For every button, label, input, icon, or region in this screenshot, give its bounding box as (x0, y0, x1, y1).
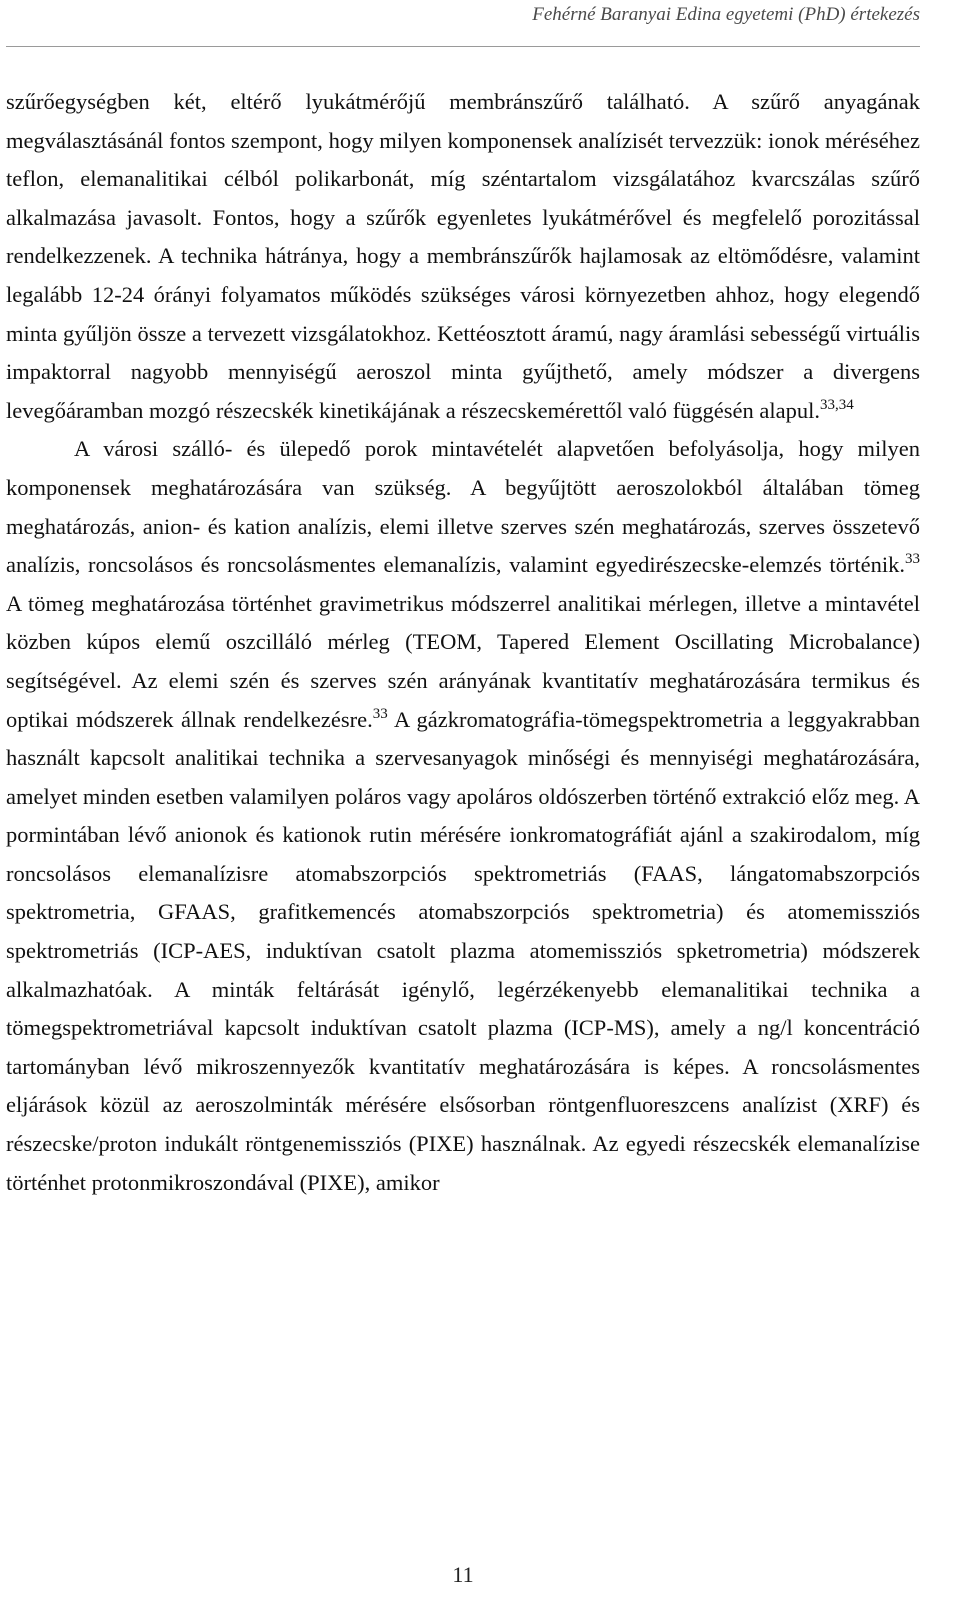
running-header: Fehérné Baranyai Edina egyetemi (PhD) értekezés (532, 4, 920, 25)
paragraph-text: A tömeg meghatározása történhet gravimetrikus módszerrel analitikai mérlegen, illetve a mintavétel közben kúpos elemű oszcilláló mérleg (TEOM, Tapered Element Oscillating Microbalance) segítségével. Az elemi szén és szerves szén arányának kvantitatív meghatározására termikus és optikai módszerek állnak rendelkezésre. (6, 590, 920, 732)
page-number: 11 (452, 1562, 474, 1587)
paragraph (6, 83, 920, 430)
citation-superscript: 33 (372, 705, 388, 722)
citation-superscript: 33 (905, 551, 920, 568)
paragraph-text: A városi szálló- és ülepedő porok mintavételét alapvetően befolyásolja, hogy milyen komponensek meghatározására van szükség. A begyűjtött aeroszolokból általában tömeg meghatározás, anion- és kation analízis, elemi illetve szerves szén meghatározás, szerves összetevő analízis, roncsolásos és roncsolásmentes elemanalízis, valamint egyedirészecske-elemzés történik. (6, 436, 920, 578)
paragraph-text: szűrőegységben két, eltérő lyukátmérőjű membránszűrő található. A szűrő anyagának megválasztásánál fontos szempont, hogy milyen komponensek analízisét tervezzük: ionok méréséhez teflon, elemanalitikai célból polikarbonát, míg széntartalom vizsgálatához kvarcszálas szűrő alkalmazása javasolt. Fontos, hogy a szűrők egyenletes lyukátmérővel és megfelelő porozitással rendelkezzenek. A technika hátránya, hogy a membránszűrők hajlamosak az eltömődésre, valamint legalább 12-24 órányi folyamatos működés szükséges városi környezetben ahhoz, hogy elegendő minta gyűljön össze a tervezett vizsgálatokhoz. Kettéosztott áramú, nagy áramlási sebességű virtuális impaktorral nagyobb mennyiségű aeroszol minta gyűjthető, amely módszer a divergens levegőáramban mozgó részecskék kinetikájának a részecskemérettől való függésén alapul. (6, 89, 920, 423)
paragraph (6, 430, 920, 1202)
paragraph-text: A gázkromatográfia-tömegspektrometria a leggyakrabban használt kapcsolt analitikai technika a szervesanyagok minőségi és mennyiségi meghatározására, amelyet minden esetben valamilyen poláros vagy apoláros oldószerben történő extrakció előz meg. A pormintában lévő anionok és kationok rutin mérésére ionkromatográfiát ajánl a szakirodalom, míg roncsolásos elemanalízisre atomabszorpciós spektrometriás (FAAS, lángatomabszorpciós spektrometria, GFAAS, grafitkemencés atomabszorpciós spektrometria) és atomemissziós spektrometriás (ICP-AES, induktívan csatolt plazma atomemissziós spketrometria) módszerek alkalmazhatóak. A minták feltárását igénylő, legérzékenyebb elemanalitikai technika a tömegspektrometriával kapcsolt induktívan csatolt plazma (ICP-MS), amely a ng/l koncentráció tartományban lévő mikroszennyezők kvantitatív meghatározására is képes. A roncsolásmentes eljárások közül az aeroszolminták mérésére elsősorban röntgenfluoreszcens analízist (XRF) és részecske/proton indukált röntgenemissziós (PIXE) használnak. Az egyedi részecskék elemanalízise történhet protonmikroszondával (PIXE), amikor (6, 706, 921, 1195)
header-rule (6, 46, 920, 47)
citation-superscript: 33,34 (820, 396, 854, 413)
body-text (6, 83, 920, 1202)
